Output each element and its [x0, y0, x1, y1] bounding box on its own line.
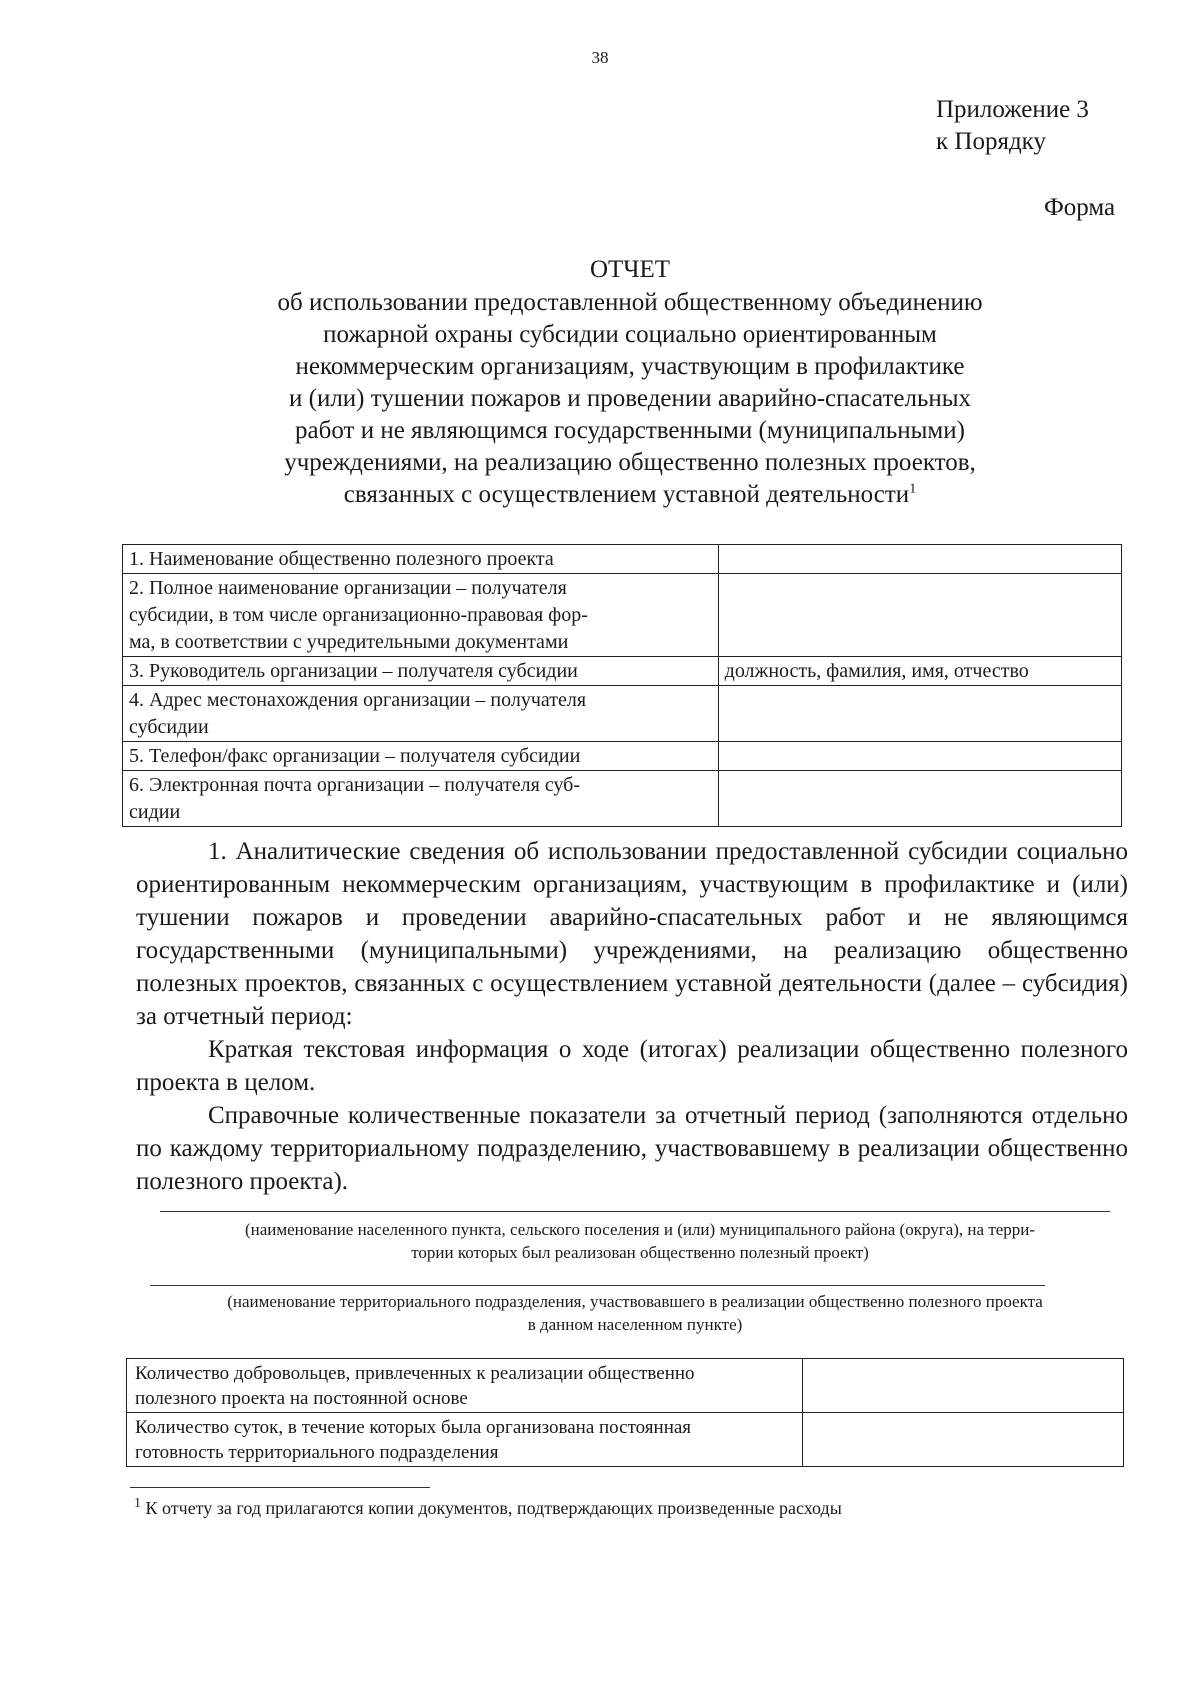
- form-label: Форма: [1044, 194, 1116, 221]
- subtitle-line: связанных с осуществлением уставной деятельности: [343, 481, 910, 508]
- row-value-field[interactable]: [718, 771, 1121, 827]
- caption-line: тории которых был реализован общественно полезный проект): [411, 1243, 869, 1262]
- label-line: полезного проекта на постоянной основе: [135, 1388, 468, 1409]
- row-value-field[interactable]: должность, фамилия, имя, отчество: [718, 657, 1121, 686]
- paragraph-indicators: Справочные количественные показатели за отчетный период (заполняются отдельно по каждому территориальному подразделению, участвовавшему в реализации общественно полезного проекта).: [136, 1102, 1128, 1195]
- label-line: субсидии: [129, 716, 209, 738]
- subtitle-line: некоммерческим организациям, участвующим в профилактике: [295, 353, 965, 380]
- row-label: [127, 1359, 803, 1413]
- table-row: [123, 545, 1122, 574]
- appendix-label: [936, 94, 1089, 158]
- table-row: [123, 742, 1122, 771]
- row-label: [123, 574, 719, 657]
- subdivision-fill-line[interactable]: [150, 1285, 1045, 1286]
- paragraph-analytics: 1. Аналитические сведения об использовании предоставленной субсидии социально ориентированным некоммерческим организациям, участвующим в профилактике и (или) тушении пожаров и проведении аварийно-спасательных работ и не являющимся государственными (муниципальными) учреждениями, на реализацию общественно полезных проектов, связанных с осуществлением уставной деятельности (далее – субсидия) за отчетный период:: [136, 838, 1128, 1030]
- label-line: Количество добровольцев, привлеченных к реализации общественно: [135, 1363, 695, 1384]
- paragraph-summary: Краткая текстовая информация о ходе (итогах) реализации общественно полезного проекта в целом.: [136, 1036, 1128, 1096]
- label-line: 2. Полное наименование организации – получателя: [129, 577, 567, 599]
- row-label: [123, 657, 719, 686]
- table-row: [123, 574, 1122, 657]
- page-number: 38: [591, 48, 609, 67]
- table-row: [127, 1413, 1124, 1467]
- row-value-field[interactable]: [718, 686, 1121, 742]
- settlement-caption: [150, 1218, 1130, 1264]
- label-line: 3. Руководитель организации – получателя субсидии: [129, 660, 578, 682]
- document-title: ОТЧЕТ: [589, 256, 671, 283]
- label-line: готовность территориального подразделения: [135, 1442, 499, 1463]
- row-label: [127, 1413, 803, 1467]
- subtitle-line: пожарной охраны субсидии социально ориентированным: [323, 321, 937, 348]
- row-label: [123, 742, 719, 771]
- row-value-field[interactable]: [718, 574, 1121, 657]
- table-row: [123, 657, 1122, 686]
- footnote: [134, 1496, 1074, 1520]
- subtitle-line-last: [200, 479, 1060, 511]
- row-label: [123, 545, 719, 574]
- subtitle-line: об использовании предоставленной общественному объединению: [277, 289, 983, 316]
- body-text: [136, 835, 1128, 1198]
- row-value-field[interactable]: [803, 1413, 1124, 1467]
- document-subtitle: [200, 287, 1060, 511]
- label-line: 5. Телефон/факс организации – получателя субсидии: [129, 745, 581, 767]
- subdivision-caption: [140, 1290, 1130, 1336]
- label-line: 6. Электронная почта организации – получателя суб-: [129, 774, 581, 796]
- label-line: сидии: [129, 801, 181, 823]
- label-line: 1. Наименование общественно полезного проекта: [129, 548, 554, 570]
- footnote-mark: 1: [909, 481, 917, 497]
- row-value-field[interactable]: [718, 545, 1121, 574]
- row-value-field[interactable]: [803, 1359, 1124, 1413]
- settlement-fill-line[interactable]: [160, 1211, 1110, 1212]
- footnote-mark: 1: [134, 1496, 141, 1511]
- label-line: Количество суток, в течение которых была организована постоянная: [135, 1417, 692, 1438]
- appendix-line-2: к Порядку: [936, 128, 1046, 155]
- table-row: [123, 771, 1122, 827]
- label-line: ма, в соответствии с учредительными документами: [129, 631, 569, 653]
- row-label: [123, 686, 719, 742]
- footnote-divider: [130, 1487, 430, 1488]
- table-row: [123, 686, 1122, 742]
- table-row: [127, 1359, 1124, 1413]
- row-label: [123, 771, 719, 827]
- subtitle-line: учреждениями, на реализацию общественно полезных проектов,: [284, 449, 976, 476]
- footnote-text: К отчету за год прилагаются копии документов, подтверждающих произведенные расходы: [141, 1498, 842, 1518]
- label-line: субсидии, в том числе организационно-правовая фор-: [129, 604, 588, 626]
- caption-line: в данном населенном пункте): [527, 1315, 743, 1334]
- caption-line: (наименование территориального подразделения, участвовавшего в реализации общественно полезного проекта: [227, 1292, 1043, 1311]
- subtitle-line: и (или) тушении пожаров и проведении аварийно-спасательных: [288, 385, 972, 412]
- caption-line: (наименование населенного пункта, сельского поселения и (или) муниципального района (округа), на терри-: [244, 1220, 1036, 1239]
- subtitle-line: работ и не являющимся государственными (муниципальными): [295, 417, 965, 444]
- appendix-line-1: Приложение 3: [936, 96, 1089, 123]
- organization-info-table: [122, 544, 1122, 827]
- row-value-field[interactable]: [718, 742, 1121, 771]
- indicators-table: [126, 1358, 1124, 1467]
- label-line: 4. Адрес местонахождения организации – получателя: [129, 689, 587, 711]
